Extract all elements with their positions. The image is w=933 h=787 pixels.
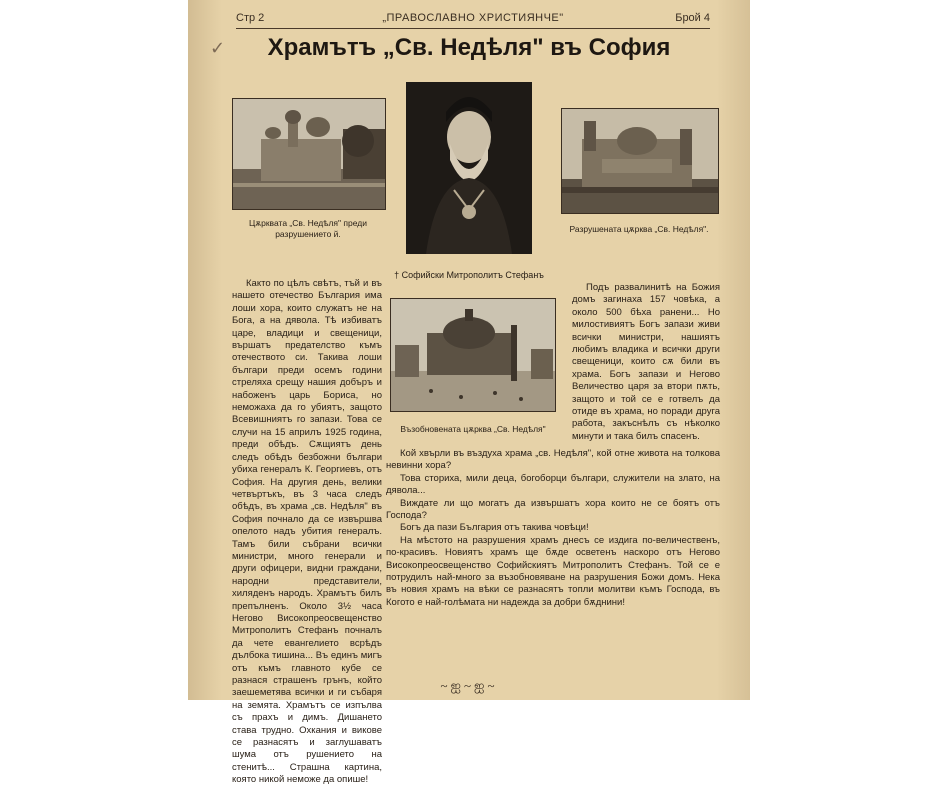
left-column-paragraph: Както по цѣлъ свѣтъ, тъй и въ нашето отечество България има лоши хора, които служатъ не на Бога, а на дявола. Тѣ избиватъ царе, владици и свещеници, вършатъ предателство къмъ отечеството си. Такива лоши българи преди осемъ години стреляха срещу нашия добъръ и набоженъ царь Бориса, но неможаха да го убиятъ, защото Всевишниятъ го запази. Това се случи на 15 априлъ 1925 година, преди обѣдъ. Сѫщиятъ день следъ обѣдъ безбожни българи убиха генералъ К. Георгиевъ, отъ София. На другия день, велики четвъртъкъ, въ 3 часа следъ обѣдъ, въ храма „св. Недѣля" въ София почнало да се извършва опелото надъ убития генералъ. Тамъ били събрани всички министри, много генерали и други офицери, видни граждани, народни представители, хиляденъ народъ. Храмътъ билъ препълненъ. Около 3½ часа Негово Високопреосвещенство Митрополитъ Стефанъ почналъ да чете евангелието всрѣдъ дълбока тишина... Въ единъ мигъ отъ къмъ главното кубе се разнася страшенъ грънъ, който заешеметява всички и ги събаря на земята. Храмътъ се изпълва съ прахъ и димъ. Дишането става трудно. Охкания и викове се разнасятъ и заглушаватъ шума отъ рушението на стенитѣ... Страшна картина, която никой неможе да опише! [232,278,382,786]
right-column-paragraph-1: Подъ развалинитѣ на Божия домъ загинаха 157 човѣка, а около 500 бѣха ранени... Но милостивиятъ Богъ запази живи всички министри, нашиятъ любимъ владика и всички други свещеници, които сѫ били въ храма. Богъ запази и Негово Величество царя за втори пѫть, защото и той се е готвелъ да отиде въ храма, но поради друга работа, закъснѣлъ съ нѣколко минути и така билъ спасенъ. [572,282,720,442]
church-ruined-photo [561,108,719,214]
church-restored-photo [390,298,556,412]
footer-ornament: ~ஐ~ஐ~ [440,678,498,693]
page-number: Стр 2 [236,12,265,24]
article-headline: Храмътъ „Св. Недѣля" въ София [267,34,671,61]
issue-number: Брой 4 [675,12,710,24]
newspaper-title: „ПРАВОСЛАВНО ХРИСТИЯНЧЕ" [382,12,564,24]
metropolitan-portrait [406,82,532,254]
pencil-checkmark-icon: ✓ [210,38,226,59]
left-column-start [232,278,382,786]
question-paragraph: Кой хвърли въ въздуха храма „св. Недѣля", кой отне живота на толкова невинни хора? [386,448,720,472]
right-column-top [572,282,720,444]
restoration-paragraph: На мѣстото на разрушения храмъ днесъ се издига по-величественъ, по-красивъ. Новиятъ храмъ ще бѫде осветенъ наскоро отъ Негово Високопреосвещенство Софийскиятъ Митрополитъ Стефанъ. Той се е потрудилъ най-много за възобновяване на разрушения Божи домъ. Нека въ новия храмъ на вѣки се разнасятъ топли молитви къмъ Господа, въ Когото е най-голѣмата ни надежда за добри бѫднини! [386,534,720,608]
right-column-bottom [386,448,720,609]
church-before-photo [232,98,386,210]
page-header [236,12,710,29]
portrait-caption: † Софийски Митрополитъ Стефанъ [394,270,544,280]
newspaper-page [188,0,750,786]
scan-margin [0,0,188,700]
church-restored-caption: Възобновената цѫрква „Св. Недѣля" [400,424,546,434]
church-ruined-caption: Разрушената цѫрква „Св. Недѣля". [569,224,709,234]
church-before-caption: Цѫрквата „Св. Недѣля" преди разрушението й. [249,218,367,239]
prayer-paragraph: Богъ да пази България отъ такива човѣци! [400,522,589,534]
warning-paragraph: Виждате ли що могатъ да извършатъ хора които не се боятъ отъ Господа? [386,497,720,522]
answer-paragraph: Това сториха, мили деца, богоборци българи, служители на злато, на дявола... [386,472,720,497]
